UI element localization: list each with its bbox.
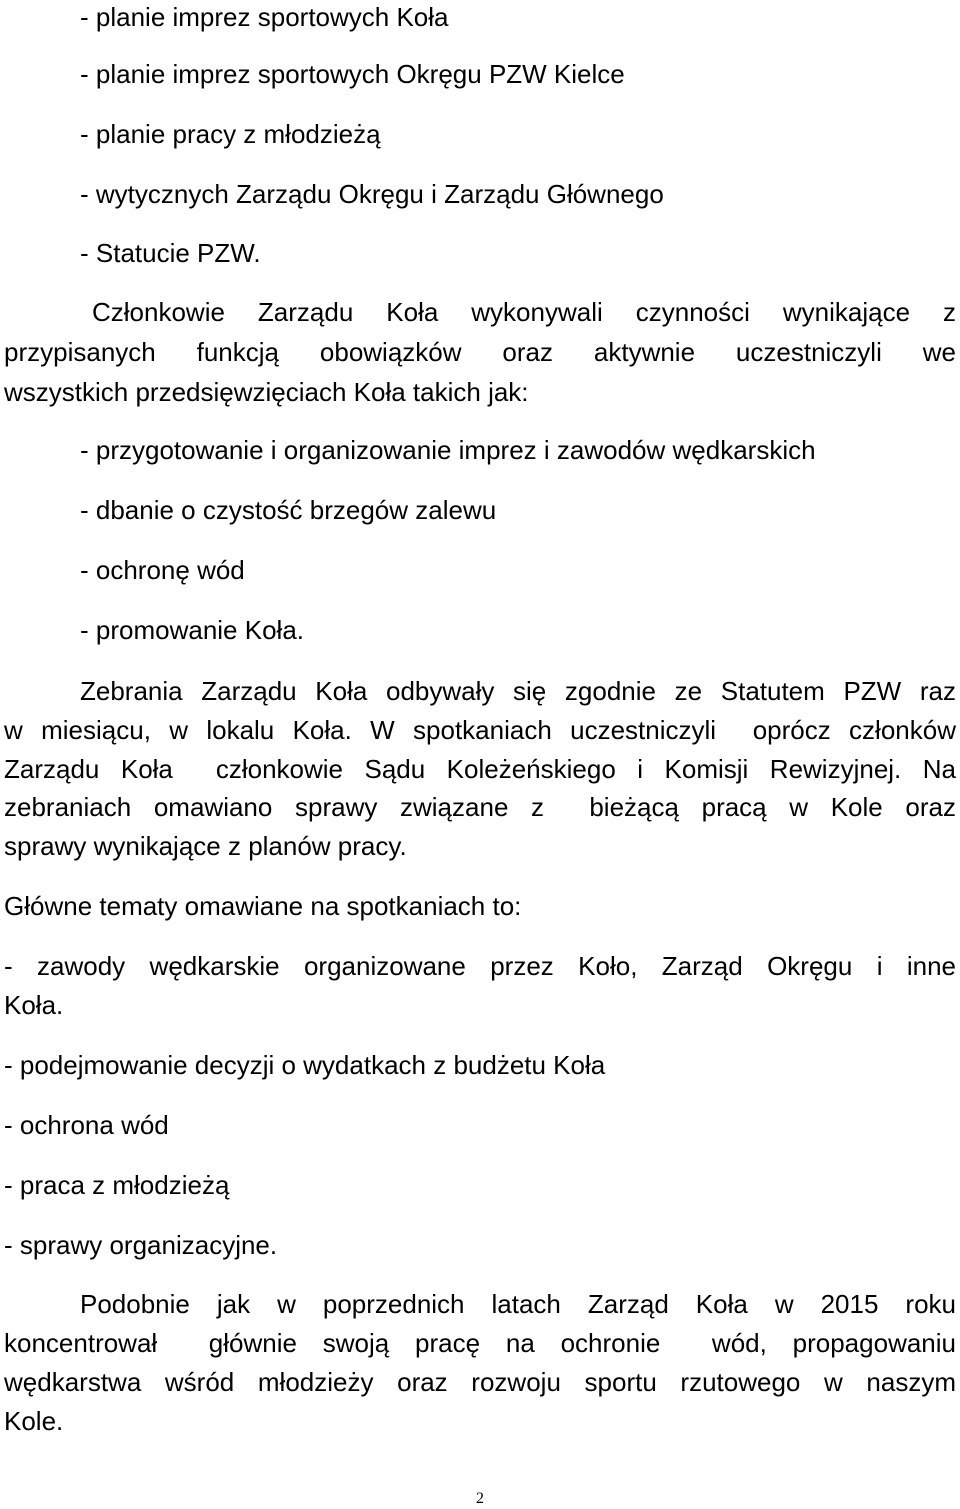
list-item: - sprawy organizacyjne. bbox=[4, 1230, 278, 1260]
paragraph-line: wszystkich przedsięwzięciach Koła takich jak: bbox=[4, 377, 529, 407]
paragraph-line: w miesiącu, w lokalu Koła. W spotkaniach uczestniczyli oprócz członków bbox=[4, 715, 956, 745]
paragraph-line: koncentrował głównie swoją pracę na ochronie wód, propagowaniu bbox=[4, 1328, 956, 1358]
list-item: - ochronę wód bbox=[80, 555, 245, 585]
paragraph-line: zebraniach omawiano sprawy związane z bieżącą pracą w Kole oraz bbox=[4, 792, 956, 822]
paragraph-line: wędkarstwa wśród młodzieży oraz rozwoju sportu rzutowego w naszym bbox=[4, 1367, 956, 1397]
list-item: - przygotowanie i organizowanie imprez i zawodów wędkarskich bbox=[80, 435, 816, 465]
paragraph-line: Zarządu Koła członkowie Sądu Koleżeńskiego i Komisji Rewizyjnej. Na bbox=[4, 754, 956, 784]
list-item: - planie imprez sportowych Koła bbox=[80, 2, 449, 32]
list-item: Koła. bbox=[4, 990, 64, 1020]
list-item: - planie pracy z młodzieżą bbox=[80, 119, 381, 149]
list-item: - promowanie Koła. bbox=[80, 615, 304, 645]
paragraph-line: Zebrania Zarządu Koła odbywały się zgodnie ze Statutem PZW raz bbox=[80, 676, 956, 706]
list-item: - ochrona wód bbox=[4, 1110, 169, 1140]
list-item: - planie imprez sportowych Okręgu PZW Kielce bbox=[80, 59, 625, 89]
list-item: - podejmowanie decyzji o wydatkach z budżetu Koła bbox=[4, 1050, 606, 1080]
list-item: - praca z młodzieżą bbox=[4, 1170, 230, 1200]
section-heading: Główne tematy omawiane na spotkaniach to: bbox=[4, 891, 522, 921]
paragraph-line: sprawy wynikające z planów pracy. bbox=[4, 831, 407, 861]
paragraph-line: Kole. bbox=[4, 1406, 64, 1436]
list-item: - zawody wędkarskie organizowane przez Koło, Zarząd Okręgu i inne bbox=[4, 951, 956, 981]
paragraph-line: Podobnie jak w poprzednich latach Zarząd Koła w 2015 roku bbox=[80, 1289, 956, 1319]
paragraph-line: Członkowie Zarządu Koła wykonywali czynności wynikające z bbox=[92, 297, 956, 327]
paragraph-line: przypisanych funkcją obowiązków oraz aktywnie uczestniczyli we bbox=[4, 337, 956, 367]
list-item: - dbanie o czystość brzegów zalewu bbox=[80, 495, 497, 525]
list-item: - Statucie PZW. bbox=[80, 238, 261, 268]
page-number: 2 bbox=[476, 1490, 484, 1507]
list-item: - wytycznych Zarządu Okręgu i Zarządu Głównego bbox=[80, 179, 664, 209]
